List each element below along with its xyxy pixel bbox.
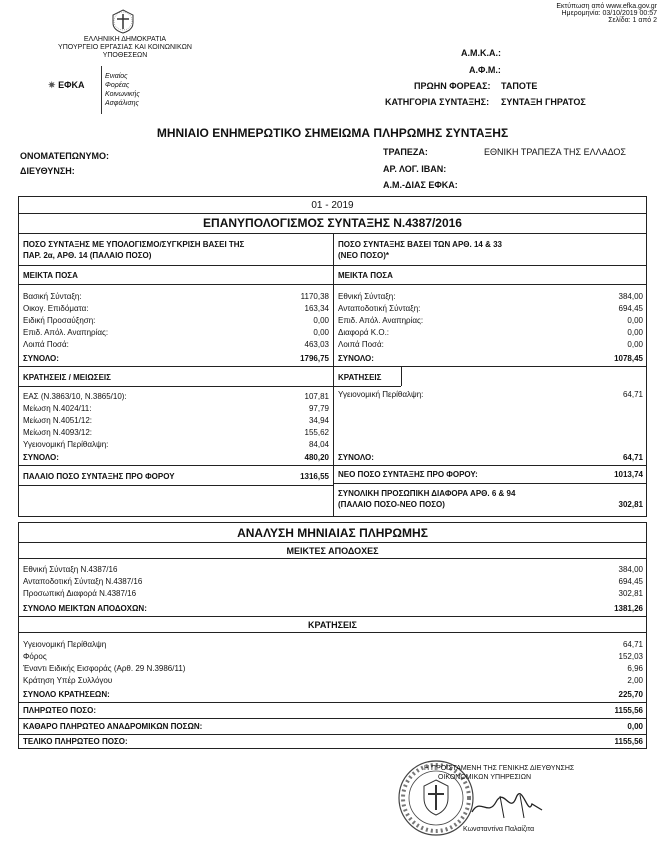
divider (18, 616, 647, 617)
bank-label: ΤΡΑΠΕΖΑ: (383, 147, 428, 157)
signature-title (424, 764, 574, 782)
efka-name: ΕΦΚΑ (58, 80, 85, 90)
right-gross-row-label: Ανταποδοτική Σύνταξη: (338, 304, 421, 313)
right-gross-row-value: 0,00 (627, 340, 643, 349)
former-value: ΤΑΠΟΤΕ (501, 81, 538, 91)
ministry-header (40, 36, 210, 60)
ded-row-value: 2,00 (627, 676, 643, 685)
left-gross-row-label: Λοιπά Ποσά: (23, 340, 69, 349)
efka-sub1: Ενιαίος (105, 73, 128, 80)
final-value: 1155,56 (614, 737, 643, 746)
right-ded-total-label: ΣΥΝΟΛΟ: (338, 453, 374, 462)
efka-sub4: Ασφάλισης (105, 100, 139, 107)
right-gross-row-label: Λοιπά Ποσά: (338, 340, 384, 349)
recalc-heading: ΕΠΑΝΥΠΟΛΟΓΙΣΜΟΣ ΣΥΝΤΑΞΗΣ Ν.4387/2016 (203, 216, 462, 230)
left-gross-total-value: 1796,75 (300, 354, 329, 363)
analysis-heading: ΑΝΑΛΥΣΗ ΜΗΝΙΑΙΑΣ ΠΛΗΡΩΜΗΣ (237, 526, 428, 540)
old-pretax-label: ΠΑΛΑΙΟ ΠΟΣΟ ΣΥΝΤΑΞΗΣ ΠΡΟ ΦΟΡΟΥ (23, 472, 175, 481)
right-gross-row-label: Εθνική Σύνταξη: (338, 292, 396, 301)
left-title-line1: ΠΟΣΟ ΣΥΝΤΑΞΗΣ ΜΕ ΥΠΟΛΟΓΙΣΜΟ/ΣΥΓΚΡΙΣΗ ΒΑΣΕΙ ΤΗΣ (23, 240, 245, 249)
divider (18, 558, 647, 559)
period: 01 - 2019 (311, 200, 354, 211)
ded-row-label: Έναντι Ειδικής Εισφοράς (Αρθ. 29 Ν.3986/11) (23, 664, 186, 673)
diff-value: 302,81 (618, 500, 643, 509)
right-gross-row-value: 694,45 (618, 304, 643, 313)
gross-row-value: 694,45 (618, 577, 643, 586)
right-gross-total-value: 1078,45 (614, 354, 643, 363)
left-gross-row-label: Ειδική Προσαύξηση: (23, 316, 96, 325)
former-label: ΠΡΩΗΝ ΦΟΡΕΑΣ: (414, 81, 491, 91)
left-gross-row-value: 1170,38 (300, 292, 329, 301)
ded-total-value: 225,70 (618, 690, 643, 699)
ded-row-label: Φόρος (23, 652, 47, 661)
left-gross-row-value: 163,34 (304, 304, 329, 313)
left-gross-total-label: ΣΥΝΟΛΟ: (23, 354, 59, 363)
ded-row-value: 6,96 (627, 664, 643, 673)
left-ded-row-value: 97,79 (308, 404, 329, 413)
left-ded-row-value: 34,94 (308, 416, 329, 425)
left-ded-row-label: Μείωση Ν.4051/12: (23, 416, 93, 425)
left-ded-total-value: 480,20 (304, 453, 329, 462)
divider (18, 542, 647, 543)
page-title: ΜΗΝΙΑΙΟ ΕΝΗΜΕΡΩΤΙΚΟ ΣΗΜΕΙΩΜΑ ΠΛΗΡΩΜΗΣ ΣΥΝΤΑΞΗΣ (156, 126, 509, 140)
divider (18, 485, 333, 486)
ded-row-label: Κράτηση Υπέρ Συλλόγου (23, 676, 113, 685)
retro-label: ΚΑΘΑΡΟ ΠΛΗΡΩΤΕΟ ΑΝΑΔΡΟΜΙΚΩΝ ΠΟΣΩΝ: (23, 722, 203, 731)
name-label: ΟΝΟΜΑΤΕΠΩΝΥΜΟ: (20, 151, 109, 161)
right-title-line2: (ΝΕΟ ΠΟΣΟ)* (338, 251, 390, 260)
coat-of-arms-icon (110, 8, 136, 34)
left-ded-row-label: Υγειονομική Περίθαλψη: (23, 440, 109, 449)
left-deductions-heading: ΚΡΑΤΗΣΕΙΣ / ΜΕΙΩΣΕΙΣ (23, 373, 111, 382)
efka-divider (101, 66, 102, 114)
divider (18, 632, 647, 633)
right-ded-row-label: Υγειονομική Περίθαλψη: (338, 390, 424, 399)
left-ded-row-value: 155,62 (304, 428, 329, 437)
print-date: Ημερομηνία: 03/10/2019 00:57 (561, 10, 657, 17)
efka-subtitle (105, 72, 140, 108)
left-ded-row-label: Μείωση Ν.4024/11: (23, 404, 92, 413)
signature-line1: Η ΠΡΟΪΣΤΑΜΕΝΗ ΤΗΣ ΓΕΝΙΚΗΣ ΔΙΕΥΘΥΝΣΗΣ (424, 765, 575, 772)
analysis-box (18, 522, 647, 749)
signature-line2: ΟΙΚΟΝΟΜΙΚΩΝ ΥΠΗΡΕΣΙΩΝ (438, 774, 532, 781)
iban-label: ΑΡ. ΛΟΓ. IBAN: (383, 164, 447, 174)
right-gross-heading: ΜΕΙΚΤΑ ΠΟΣΑ (338, 271, 393, 280)
category-label: ΚΑΤΗΓΟΡΙΑ ΣΥΝΤΑΞΗΣ: (385, 97, 490, 107)
deductions-heading: ΚΡΑΤΗΣΕΙΣ (308, 620, 357, 630)
divider (18, 465, 647, 466)
left-gross-row-label: Επιδ. Απόλ. Αναπηρίας: (23, 328, 109, 337)
left-gross-row-value: 463,03 (304, 340, 329, 349)
divider (18, 702, 647, 703)
handwritten-signature-icon (470, 792, 550, 822)
retro-value: 0,00 (627, 722, 643, 731)
divider (333, 483, 647, 484)
efka-logo: ✷ ΕΦΚΑ (48, 80, 85, 90)
diff-label-line2: (ΠΑΛΑΙΟ ΠΟΣΟ-ΝΕΟ ΠΟΣΟ) (338, 500, 445, 509)
page-number: Σελίδα: 1 από 2 (608, 17, 657, 24)
right-title-line1: ΠΟΣΟ ΣΥΝΤΑΞΗΣ ΒΑΣΕΙ ΤΩΝ ΑΡΘ. 14 & 33 (338, 240, 502, 249)
divider (18, 718, 647, 719)
bank-value: ΕΘΝΙΚΗ ΤΡΑΠΕΖΑ ΤΗΣ ΕΛΛΑΔΟΣ (484, 147, 627, 157)
payable-value: 1155,56 (614, 706, 643, 715)
divider (18, 734, 647, 735)
gross-row-label: Προσωπική Διαφορά Ν.4387/16 (23, 589, 137, 598)
divider (18, 213, 647, 214)
left-gross-row-label: Βασική Σύνταξη: (23, 292, 82, 301)
print-info (556, 3, 657, 24)
divider (18, 366, 647, 367)
left-ded-row-value: 107,81 (304, 392, 329, 401)
ded-row-value: 152,03 (618, 652, 643, 661)
afm-label: Α.Φ.Μ.: (469, 65, 501, 75)
signatory-name: Κωνσταντίνα Παλαίζιτα (463, 826, 535, 833)
new-pretax-value: 1013,74 (614, 470, 643, 479)
divider (18, 284, 647, 285)
ministry-line3: ΥΠΟΘΕΣΕΩΝ (102, 52, 148, 59)
efka-sub2: Φορέας (105, 82, 130, 89)
left-ded-row-label: ΕΑΣ (Ν.3863/10, Ν.3865/10): (23, 392, 127, 401)
divider (18, 265, 647, 266)
gross-total-label: ΣΥΝΟΛΟ ΜΕΙΚΤΩΝ ΑΠΟΔΟΧΩΝ: (23, 604, 147, 613)
divider (401, 366, 402, 386)
ded-total-label: ΣΥΝΟΛΟ ΚΡΑΤΗΣΕΩΝ: (23, 690, 110, 699)
right-gross-row-value: 0,00 (627, 316, 643, 325)
gross-row-value: 384,00 (618, 565, 643, 574)
right-gross-row-label: Διαφορά Κ.Ο.: (338, 328, 390, 337)
gross-row-label: Εθνική Σύνταξη Ν.4387/16 (23, 565, 118, 574)
address-label: ΔΙΕΥΘΥΝΣΗ: (20, 166, 75, 176)
efka-sub3: Κοινωνικής (105, 91, 140, 98)
left-ded-total-label: ΣΥΝΟΛΟ: (23, 453, 59, 462)
right-ded-total-value: 64,71 (622, 453, 643, 462)
ded-row-label: Υγειονομική Περίθαλψη (23, 640, 107, 649)
left-ded-row-value: 84,04 (308, 440, 329, 449)
ded-row-value: 64,71 (622, 640, 643, 649)
left-gross-row-value: 0,00 (313, 316, 329, 325)
amka-label: Α.Μ.Κ.Α.: (461, 48, 501, 58)
right-ded-row-value: 64,71 (622, 390, 643, 399)
right-gross-row-value: 0,00 (627, 328, 643, 337)
diff-label-line1: ΣΥΝΟΛΙΚΗ ΠΡΟΣΩΠΙΚΗ ΔΙΑΦΟΡΑ ΑΡΘ. 6 & 94 (338, 489, 516, 498)
new-pretax-label: ΝΕΟ ΠΟΣΟ ΣΥΝΤΑΞΗΣ ΠΡΟ ΦΟΡΟΥ: (338, 470, 478, 479)
divider (333, 386, 401, 387)
gross-row-value: 302,81 (618, 589, 643, 598)
left-ded-row-label: Μείωση Ν.4093/12: (23, 428, 93, 437)
gross-heading: ΜΕΙΚΤΕΣ ΑΠΟΔΟΧΕΣ (286, 546, 379, 556)
category-value: ΣΥΝΤΑΞΗ ΓΗΡΑΤΟΣ (501, 97, 586, 107)
ministry-line1: ΕΛΛΗΝΙΚΗ ΔΗΜΟΚΡΑΤΙΑ (83, 36, 167, 43)
printed-from: Εκτύπωση από www.efka.gov.gr (556, 3, 657, 10)
gross-row-label: Ανταποδοτική Σύνταξη Ν.4387/16 (23, 577, 143, 586)
old-pretax-value: 1316,55 (300, 472, 329, 481)
column-divider (333, 233, 334, 517)
right-gross-row-label: Επιδ. Απόλ. Αναπηρίας: (338, 316, 424, 325)
payable-label: ΠΛΗΡΩΤΕΟ ΠΟΣΟ: (23, 706, 96, 715)
left-gross-row-label: Οικογ. Επιδόματα: (23, 304, 89, 313)
left-gross-row-value: 0,00 (313, 328, 329, 337)
left-gross-heading: ΜΕΙΚΤΑ ΠΟΣΑ (23, 271, 78, 280)
amdias-label: Α.Μ.-ΔΙΑΣ ΕΦΚΑ: (383, 180, 458, 190)
gross-total-value: 1381,26 (614, 604, 643, 613)
right-gross-total-label: ΣΥΝΟΛΟ: (338, 354, 374, 363)
ministry-line2: ΥΠΟΥΡΓΕΙΟ ΕΡΓΑΣΙΑΣ ΚΑΙ ΚΟΙΝΩΝΙΚΩΝ (58, 44, 192, 51)
right-deductions-heading: ΚΡΑΤΗΣΕΙΣ (338, 373, 382, 382)
right-gross-row-value: 384,00 (618, 292, 643, 301)
divider (18, 386, 333, 387)
final-label: ΤΕΛΙΚΟ ΠΛΗΡΩΤΕΟ ΠΟΣΟ: (23, 737, 128, 746)
left-title-line2: ΠΑΡ. 2α, ΑΡΘ. 14 (ΠΑΛΑΙΟ ΠΟΣΟ) (23, 251, 152, 260)
